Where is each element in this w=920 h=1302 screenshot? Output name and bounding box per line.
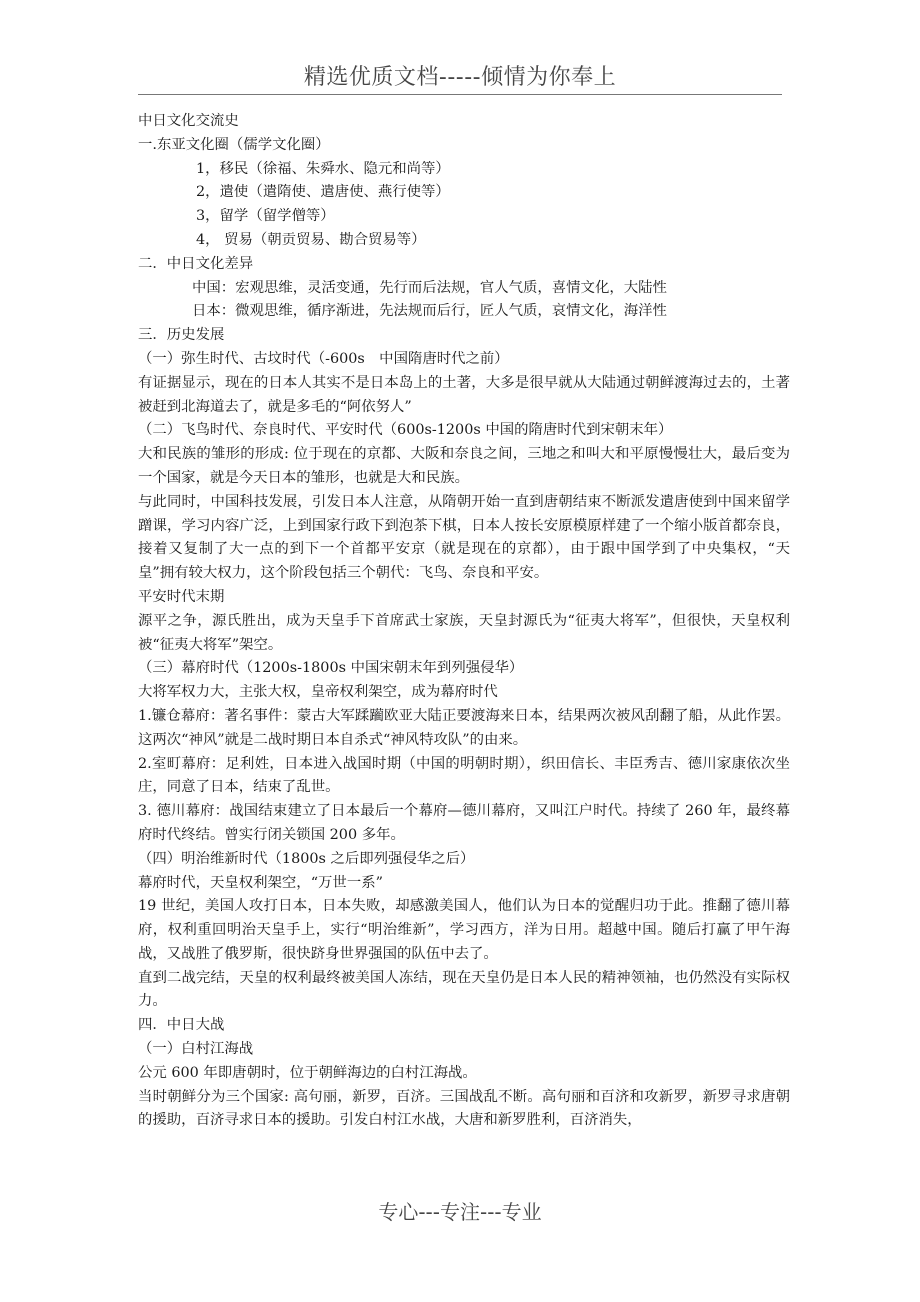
paragraph: 幕府时代，天皇权利架空，“万世一系” bbox=[138, 874, 383, 891]
header-divider bbox=[138, 94, 782, 95]
section-heading: 四．中日大战 bbox=[138, 1017, 225, 1034]
paragraph: 有证据显示，现在的日本人其实不是日本岛上的土著，大多是很早就从大陆通过朝鲜渡海过去的，土著被赶到北海道去了，就是多毛的“阿依努人” bbox=[138, 374, 790, 415]
paragraph: 19 世纪，美国人攻打日本，日本失败，却感激美国人，他们认为日本的觉醒归功于此。推翻了德川幕府，权利重回明治天皇手上，实行“明治维新”，学习西方，洋为日用。超越中国。随后打赢了甲午海战，又战胜了俄罗斯，很快跻身世界强国的队伍中去了。 bbox=[138, 898, 790, 962]
paragraph: 大将军权力大，主张大权，皇帝权利架空，成为幕府时代 bbox=[138, 684, 498, 701]
paragraph: 当时朝鲜分为三个国家: 高句丽，新罗，百济。三国战乱不断。高句丽和百济和攻新罗，新罗寻求唐朝的援助，百济寻求日本的援助。引发白村江水战，大唐和新罗胜利，百济消失， bbox=[138, 1088, 790, 1129]
subsection-title: （一）弥生时代、古坟时代（-600s 中国隋唐时代之前） bbox=[138, 350, 509, 367]
subsection-title: （三）幕府时代（1200s-1800s 中国宋朝末年到列强侵华） bbox=[138, 660, 524, 677]
comparison-line: 中国：宏观思维，灵活变通，先行而后法规，官人气质，喜情文化，大陆性 bbox=[192, 279, 667, 296]
document-title: 中日文化交流史 bbox=[138, 113, 239, 129]
paragraph: 大和民族的雏形的形成: 位于现在的京都、大阪和奈良之间，三地之和叫大和平原慢慢壮大，最后变为一个国家，就是今天日本的雏形，也就是大和民族。 bbox=[138, 446, 790, 486]
page-footer: 专心---专注---专业 bbox=[378, 1200, 542, 1224]
paragraph: 源平之争，源氏胜出，成为天皇手下首席武士家族，天皇封源氏为“征夷大将军”，但很快，天皇权利被“征夷大将军”架空。 bbox=[138, 612, 790, 653]
numbered-paragraph: 1.镰仓幕府：著名事件：蒙古大军蹂躏欧亚大陆正要渡海来日本，结果两次被风刮翻了船，从此作罢。这两次“神风”就是二战时期日本自杀式“神风特攻队”的由来。 bbox=[138, 707, 790, 748]
section-heading: 一.东亚文化圈（儒学文化圈） bbox=[138, 136, 330, 153]
subsection-title: （二）飞鸟时代、奈良时代、平安时代（600s-1200s 中国的隋唐时代到宋朝末年） bbox=[138, 422, 673, 439]
comparison-line: 日本：微观思维，循序渐进，先法规而后行，匠人气质，哀情文化，海洋性 bbox=[192, 303, 667, 320]
paragraph: 公元 600 年即唐朝时，位于朝鲜海边的白村江海战。 bbox=[138, 1064, 477, 1081]
document-body bbox=[138, 110, 790, 1133]
numbered-paragraph: 3. 德川幕府：战国结束建立了日本最后一个幕府—德川幕府，又叫江户时代。持续了 260 年，最终幕府时代终结。曾实行闭关锁国 200 多年。 bbox=[138, 803, 790, 843]
page-header: 精选优质文档-----倾情为你奉上 bbox=[303, 65, 617, 90]
section-heading: 三．历史发展 bbox=[138, 327, 225, 344]
sub-heading: 平安时代末期 bbox=[138, 588, 225, 605]
list-item: 3，留学（留学僧等） bbox=[196, 208, 335, 225]
list-item: 4， 贸易（朝贡贸易、勘合贸易等） bbox=[196, 231, 426, 248]
list-item: 2，遣使（遣隋使、遣唐使、燕行使等） bbox=[196, 184, 450, 201]
list-item: 1，移民（徐福、朱舜水、隐元和尚等） bbox=[196, 160, 450, 177]
paragraph: 与此同时，中国科技发展，引发日本人注意，从隋朝开始一直到唐朝结束不断派发遣唐使到中国来留学蹭课，学习内容广泛，上到国家行政下到泡茶下棋，日本人按长安原模原样建了一个缩小版首都奈良，接着又复制了大一点的到下一个首都平安京（就是现在的京都），由于跟中国学到了中央集权，“天皇”拥有较大权力，这个阶段包括三个朝代：飞鸟、奈良和平安。 bbox=[138, 493, 790, 582]
section-heading: 二．中日文化差异 bbox=[138, 255, 254, 272]
subsection-title: （一）白村江海战 bbox=[138, 1041, 254, 1058]
paragraph: 直到二战完结，天皇的权利最终被美国人冻结，现在天皇仍是日本人民的精神领袖，也仍然没有实际权力。 bbox=[138, 969, 790, 1010]
subsection-title: （四）明治维新时代（1800s 之后即列强侵华之后） bbox=[138, 850, 475, 867]
numbered-paragraph: 2.室町幕府：足利姓，日本进入战国时期（中国的明朝时期），织田信长、丰臣秀吉、德川家康依次坐庄，同意了日本，结束了乱世。 bbox=[138, 755, 790, 796]
